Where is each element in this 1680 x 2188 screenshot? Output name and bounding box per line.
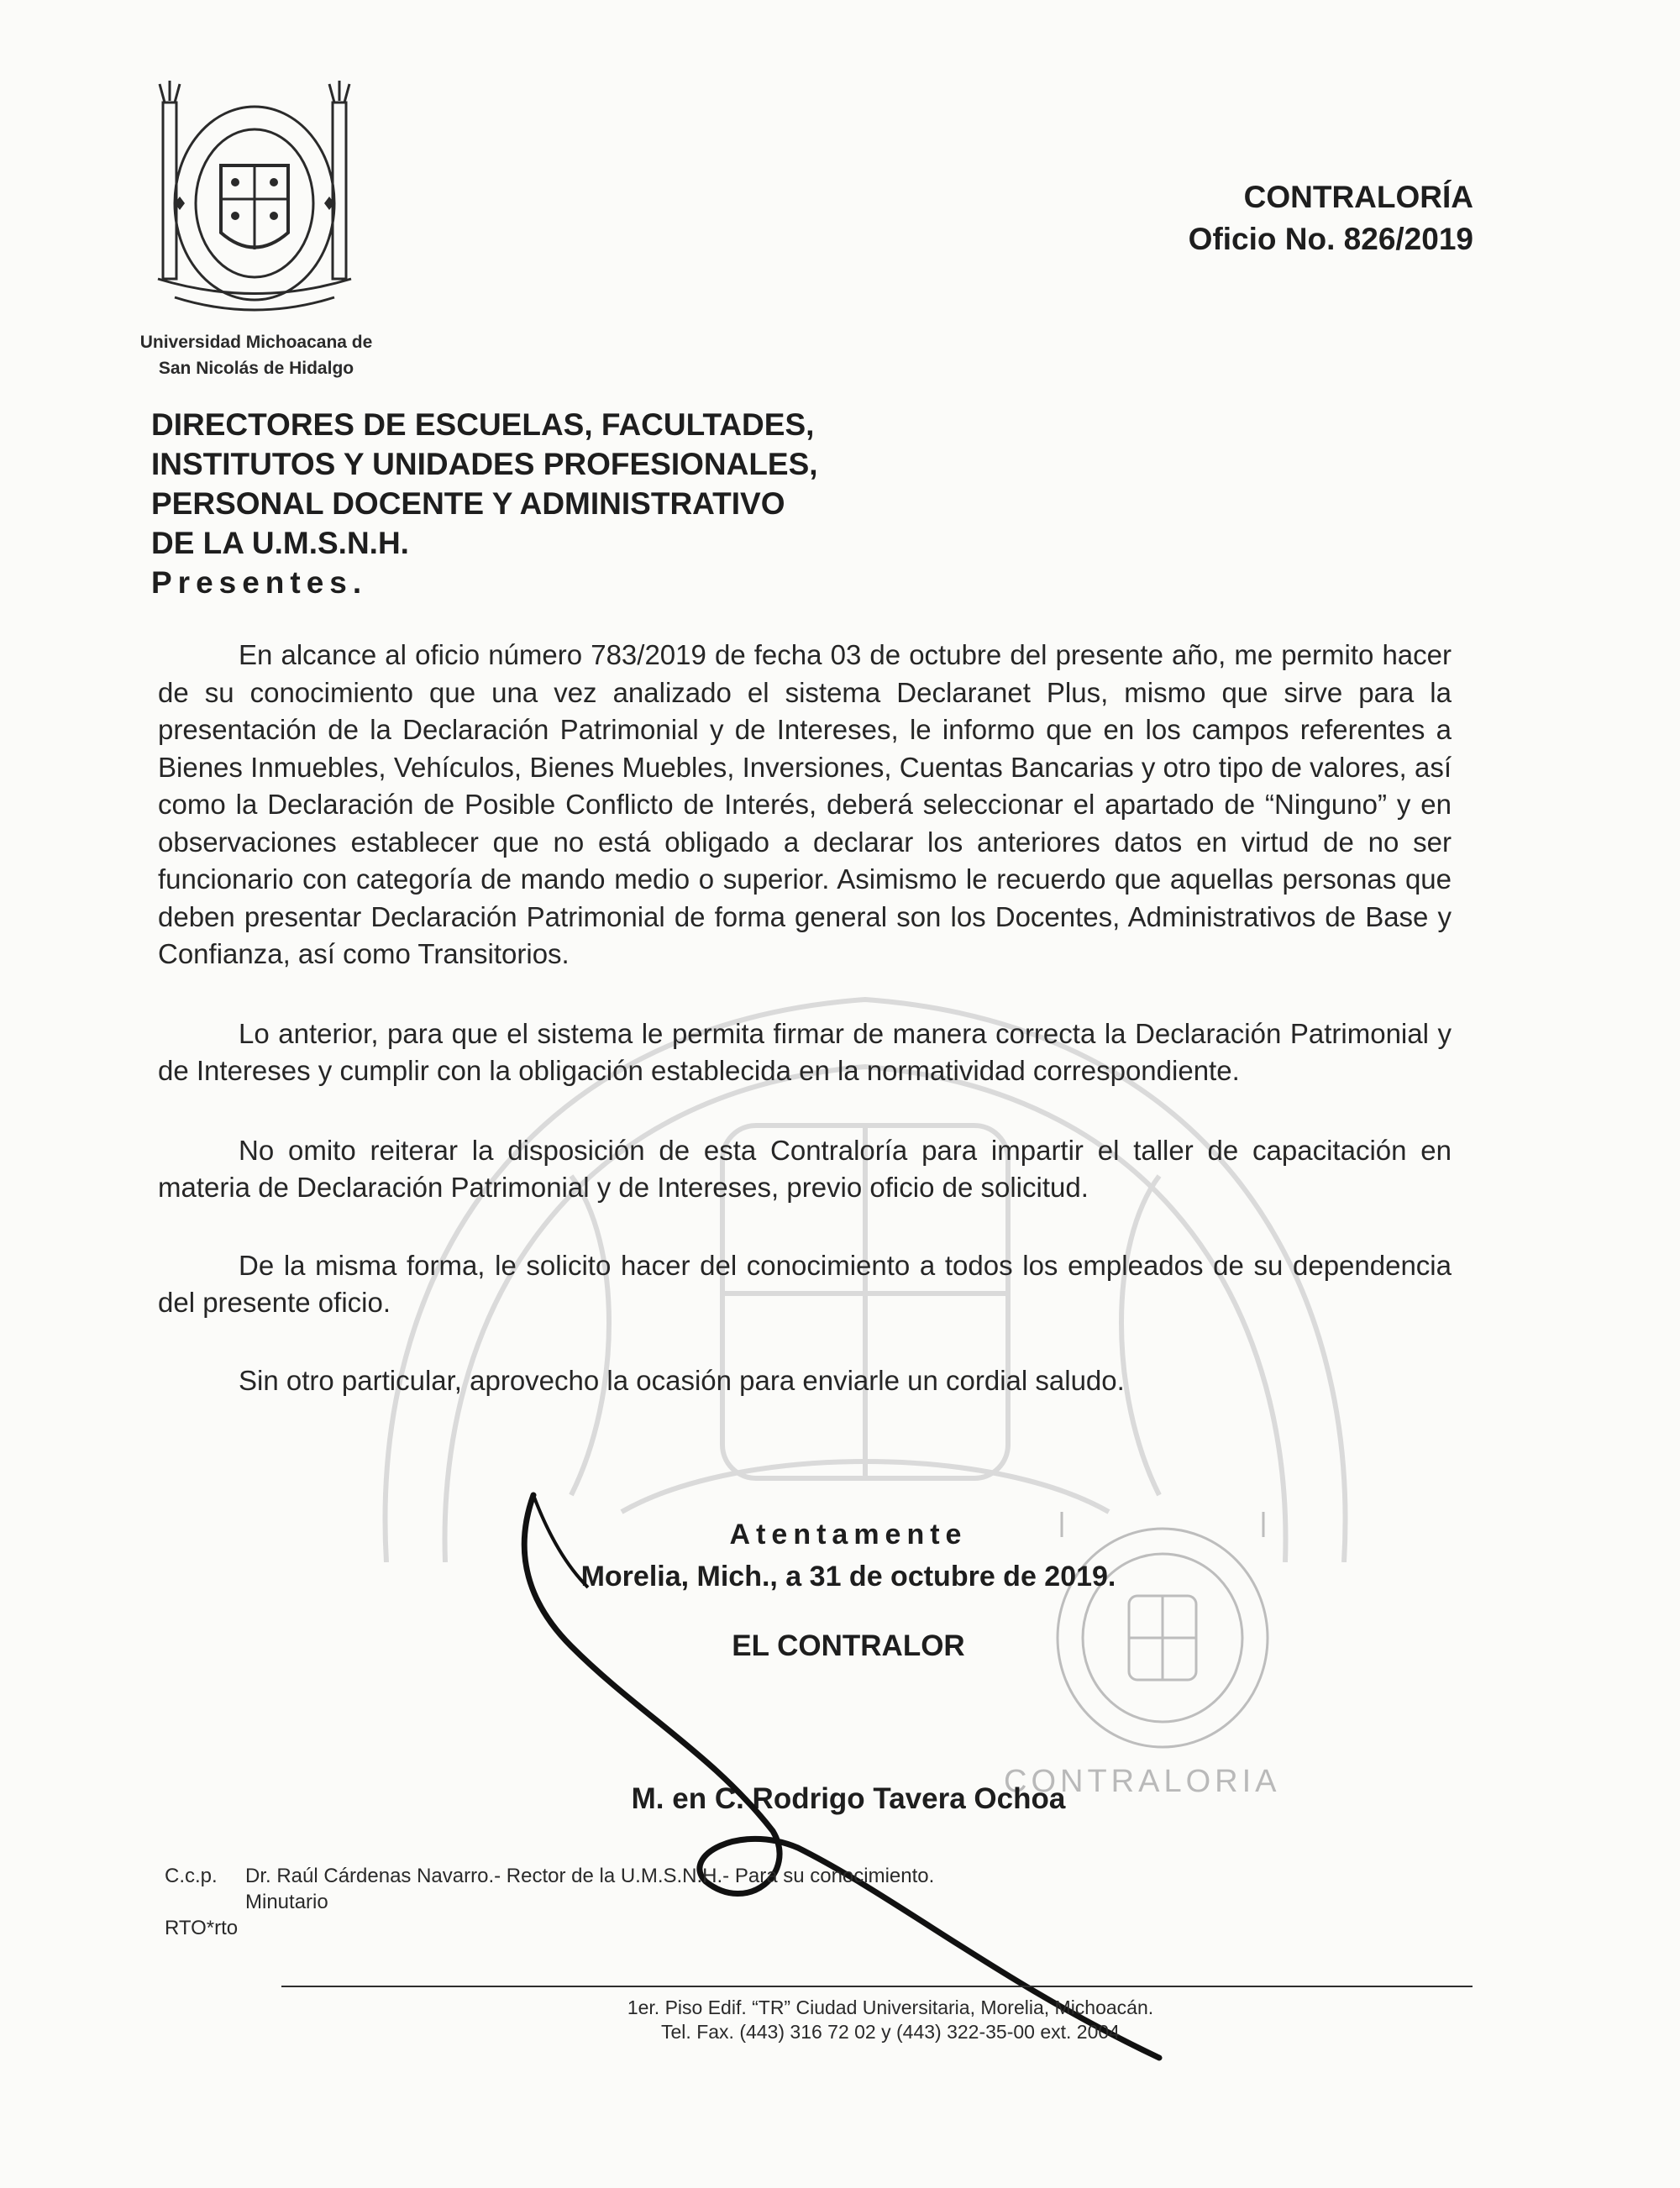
stamp-text: CONTRALORIA [1004,1764,1281,1799]
signer-title: EL CONTRALOR [732,1629,965,1662]
handwritten-signature [496,1478,1201,2066]
university-name [118,329,395,381]
cc-initials: RTO*rto [165,1917,239,1939]
cc-recipient: Dr. Raúl Cárdenas Navarro.- Rector de la U.M.S.N.H.- Para su conocimiento. [245,1865,935,1887]
university-name-line2: San Nicolás de Hidalgo [158,359,354,378]
addressee-block [151,405,818,602]
signer-name: M. en C. Rodrigo Tavera Ochoa [631,1782,1066,1815]
addressee-line2: INSTITUTOS Y UNIDADES PROFESIONALES, [151,447,818,481]
office-number: Oficio No. 826/2019 [1188,222,1473,256]
addressee-line1: DIRECTORES DE ESCUELAS, FACULTADES, [151,407,815,442]
body-paragraph-1: En alcance al oficio número 783/2019 de fecha 03 de octubre del presente año, me permito hacer de su conocimiento que una vez analizado el sistema Declaranet Plus, mismo que sirve para la presentación de la Declaración Patrimonial y de Intereses, le informo que en los campos referentes a Bienes Inmuebles, Vehículos, Bienes Muebles, Inversiones, Cuentas Bancarias y otro tipo de valores, así como la Declaración de Posible Conflicto de Interés, deberá seleccionar el apartado de “Ninguno” y en observaciones establecer que no está obligado a declarar los anteriores datos en virtud de no ser funcionario con categoría de mando medio o superior. Asimismo le recuerdo que aquellas personas que deben presentar Declaración Patrimonial de forma general son los Docentes, Administrativos de Base y Confianza, así como Transitorios. [158,639,1452,969]
letter-body [158,637,1452,1441]
addressee-line3: PERSONAL DOCENTE Y ADMINISTRATIVO [151,486,785,521]
body-paragraph-4: De la misma forma, le solicito hacer del conocimiento a todos los empleados de su dependencia del presente oficio. [158,1249,1452,1318]
cc-label: C.c.p. [165,1865,218,1887]
office-name: CONTRALORÍA [1243,180,1473,214]
footer-address: 1er. Piso Edif. “TR” Ciudad Universitaria, Morelia, Michoacán. [627,1996,1154,2018]
body-paragraph-5: Sin otro particular, aprovecho la ocasión para enviarle un cordial saludo. [239,1364,1125,1396]
cc-minutario: Minutario [245,1891,328,1913]
footer-block [470,1996,1310,2044]
addressee-line4: DE LA U.M.S.N.H. [151,526,409,560]
office-heading [1189,176,1473,260]
footer-divider [281,1986,1473,1987]
closing-place-date: Morelia, Mich., a 31 de octubre de 2019. [580,1561,1116,1592]
university-logo [141,77,368,329]
addressee-presentes: Presentes. [151,565,368,600]
university-name-line1: Universidad Michoacana de [139,333,373,352]
footer-phone: Tel. Fax. (443) 316 72 02 y (443) 322-35-00 ext. 2004 [661,2021,1120,2043]
closing-salutation: Atentamente [729,1519,968,1550]
body-paragraph-3: No omito reiterar la disposición de esta Contraloría para impartir el taller de capacitación en materia de Declaración Patrimonial y de Intereses, previo oficio de solicitud. [158,1134,1452,1203]
carbon-copy-block [165,1863,934,1941]
body-paragraph-2: Lo anterior, para que el sistema le permita firmar de manera correcta la Declaración Patrimonial y de Intereses y cumplir con la obligación establecida en la normatividad correspondiente. [158,1017,1452,1086]
